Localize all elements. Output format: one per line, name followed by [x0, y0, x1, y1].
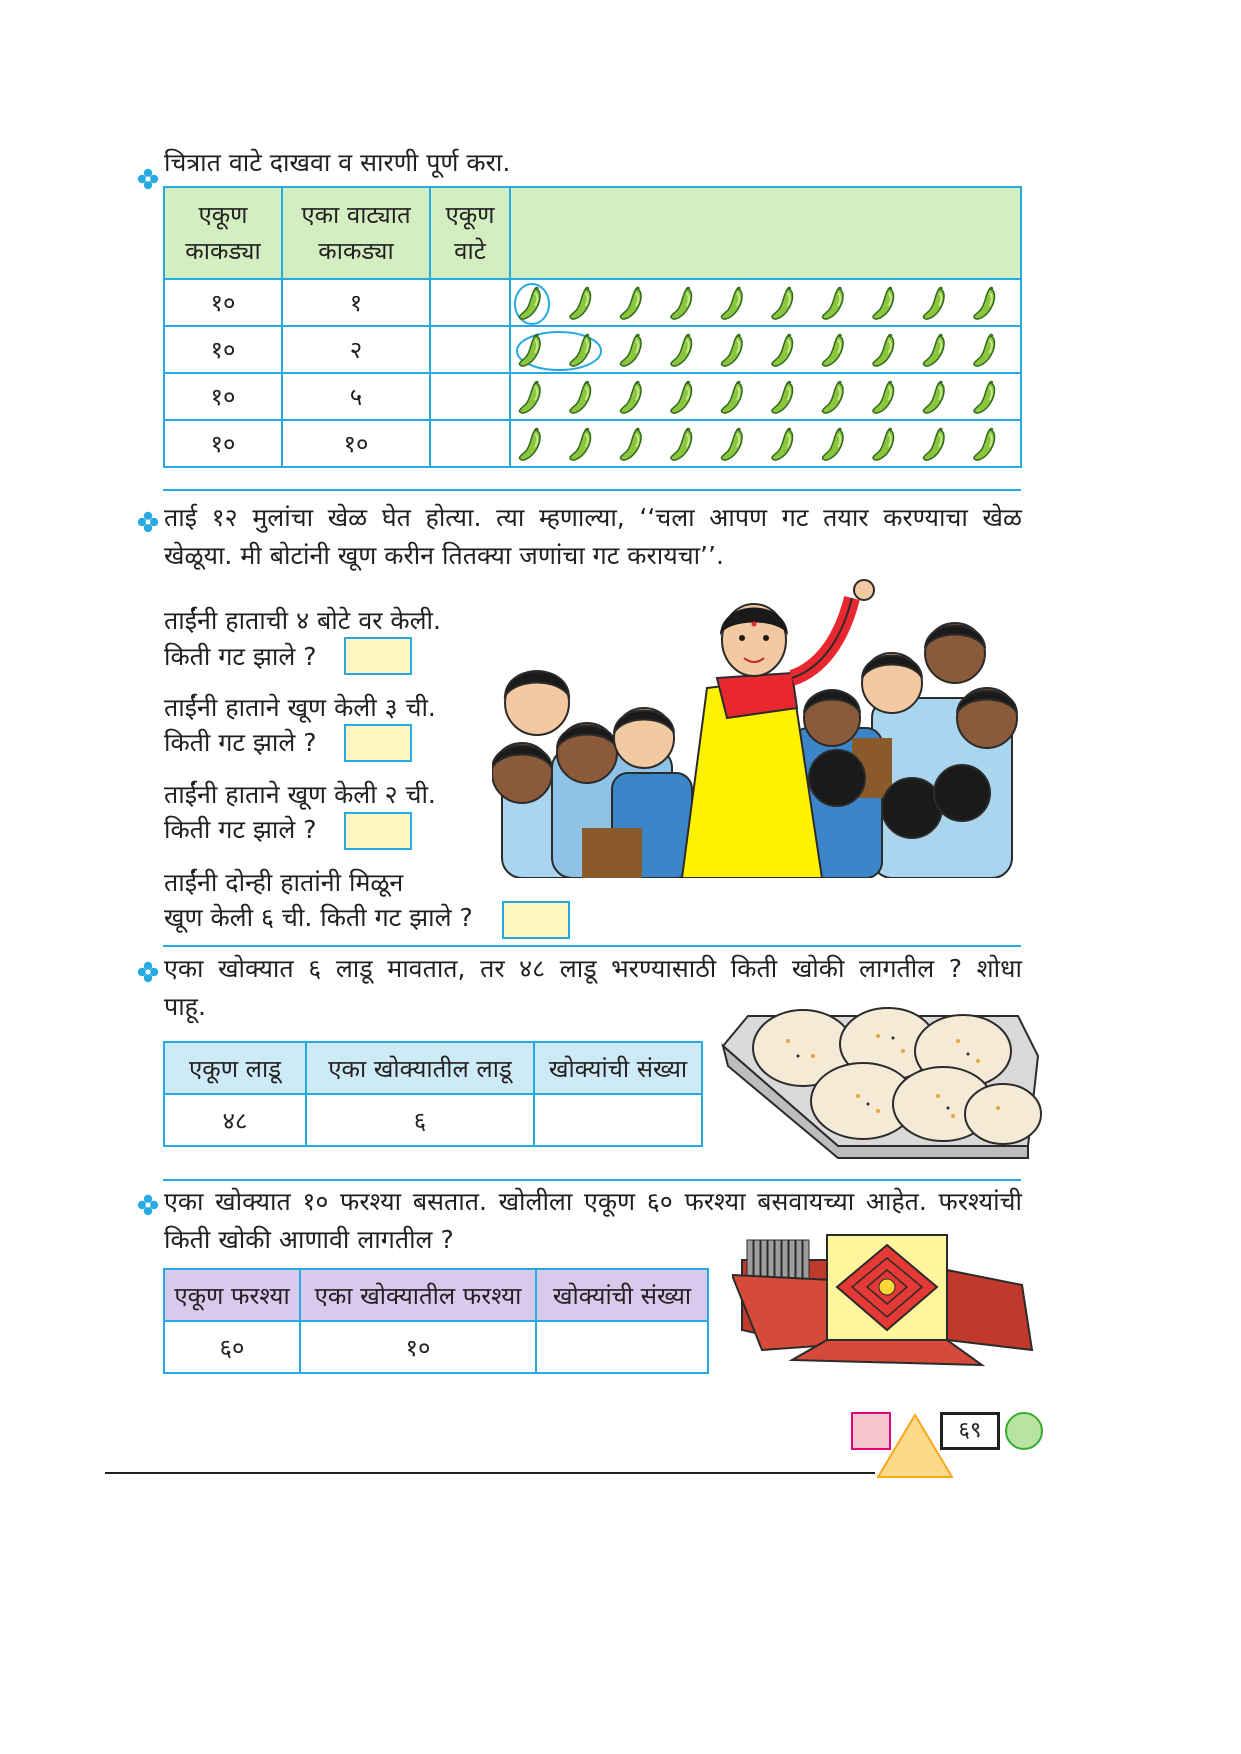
cucumber-icon [570, 335, 591, 366]
cucumber-icon [519, 382, 540, 413]
cucumber-icon [721, 335, 742, 366]
cucumber-icon [974, 382, 995, 413]
cucumber-icon [570, 429, 591, 460]
q2-item2-line2: किती गट झाले ? [164, 728, 317, 757]
cucumber-illustration [508, 279, 1020, 469]
q2-item1-line2: किती गट झाले ? [164, 642, 317, 671]
q2-story-line2: खेळूया. मी बोटांनी खूण करीन तितक्या जणांचा गट करायचा’’. [164, 541, 724, 570]
cucumber-icon [822, 382, 843, 413]
footer-rule [105, 1472, 875, 1474]
teacher-children-illustration [492, 578, 1022, 878]
header-per-share: एका वाट्यात काकड्या [282, 187, 430, 279]
row1-per-share: १ [282, 279, 430, 326]
header-picture-column [510, 187, 1021, 279]
tiles-box-illustration [732, 1230, 1040, 1370]
cucumber-icon [822, 288, 843, 319]
tiles-boxes-answer[interactable] [536, 1321, 708, 1373]
row2-shares-answer[interactable] [430, 326, 510, 373]
q3-question-line2: पाहू. [164, 992, 206, 1021]
cucumber-icon [620, 429, 641, 460]
header-tiles-per-box: एका खोक्यातील फरश्या [300, 1269, 536, 1321]
row1-total: १० [164, 279, 282, 326]
cucumber-icon [721, 382, 742, 413]
laddoo-boxes-answer[interactable] [534, 1094, 702, 1146]
header-number-of-boxes: खोक्यांची संख्या [536, 1269, 708, 1321]
q2-item1-answer-box[interactable] [344, 637, 412, 675]
q2-item4-line2: खूण केली ६ ची. किती गट झाले ? [164, 903, 473, 932]
header-total-shares: एकूण वाटे [430, 187, 510, 279]
q2-item4-answer-box[interactable] [502, 901, 570, 939]
row3-per-share: ५ [282, 373, 430, 420]
cucumber-icon [873, 335, 894, 366]
row1-shares-answer[interactable] [430, 279, 510, 326]
q2-item3-line1: ताईंनी हाताने खूण केली २ ची. [164, 780, 436, 809]
header-total-tiles: एकूण फरश्या [164, 1269, 300, 1321]
cucumber-icon [772, 382, 793, 413]
cucumber-icon [671, 382, 692, 413]
cucumber-icon [620, 382, 641, 413]
header-number-of-boxes: खोक्यांची संख्या [534, 1042, 702, 1094]
bullet-icon [137, 1194, 159, 1216]
q4-question-line2: किती खोकी आणावी लागतील ? [164, 1225, 454, 1254]
row4-total: १० [164, 420, 282, 467]
q3-question-line1: एका खोक्यात ६ लाडू मावतात, तर ४८ लाडू भरण्यासाठी किती खोकी लागतील ? शोधा [164, 954, 1022, 983]
tiles-table [163, 1268, 709, 1374]
row4-shares-answer[interactable] [430, 420, 510, 467]
section-divider [163, 489, 1021, 491]
row2-per-share: २ [282, 326, 430, 373]
cucumber-icon [974, 288, 995, 319]
row2-total: १० [164, 326, 282, 373]
cucumber-icon [519, 429, 540, 460]
cucumber-icon [873, 429, 894, 460]
bullet-icon [137, 511, 159, 533]
cucumber-icon [772, 429, 793, 460]
cucumber-icon [974, 429, 995, 460]
cucumber-icon [671, 288, 692, 319]
row4-per-share: १० [282, 420, 430, 467]
cucumber-icon [519, 335, 540, 366]
cucumber-icon [822, 335, 843, 366]
row3-total: १० [164, 373, 282, 420]
header-total-cucumbers: एकूण काकड्या [164, 187, 282, 279]
green-circle-shape [1005, 1412, 1043, 1450]
q2-item3-answer-box[interactable] [344, 812, 412, 850]
bullet-icon [137, 168, 159, 190]
q2-item1-line1: ताईंनी हाताची ४ बोटे वर केली. [164, 606, 441, 635]
q2-item3-line2: किती गट झाले ? [164, 815, 317, 844]
cucumber-icon [974, 335, 995, 366]
cucumber-icon [671, 429, 692, 460]
q2-item4-line1: ताईंनी दोन्ही हातांनी मिळून [164, 868, 404, 897]
cucumber-icon [519, 288, 540, 319]
cucumber-icon [620, 335, 641, 366]
cucumber-icon [570, 288, 591, 319]
q2-item2-line1: ताईंनी हाताने खूण केली ३ ची. [164, 693, 436, 722]
cucumber-icon [772, 288, 793, 319]
tiles-per-box-value: १० [300, 1321, 536, 1373]
cucumber-icon [923, 429, 944, 460]
cucumber-icon [873, 288, 894, 319]
row3-shares-answer[interactable] [430, 373, 510, 420]
laddoo-table [163, 1041, 703, 1147]
laddoo-total-value: ४८ [164, 1094, 306, 1146]
cucumber-icon [923, 382, 944, 413]
tiles-total-value: ६० [164, 1321, 300, 1373]
cucumber-icon [721, 429, 742, 460]
header-total-laddoos: एकूण लाडू [164, 1042, 306, 1094]
q4-question-line1: एका खोक्यात १० फरश्या बसतात. खोलीला एकूण ६० फरश्या बसवायच्या आहेत. फरश्यांची [164, 1187, 1022, 1216]
cucumber-icon [923, 288, 944, 319]
page-number: ६९ [940, 1412, 1000, 1450]
cucumber-icon [923, 335, 944, 366]
q1-instruction: चित्रात वाटे दाखवा व सारणी पूर्ण करा. [164, 148, 511, 177]
q2-story-line1: ताई १२ मुलांचा खेळ घेत होत्या. त्या म्हणाल्या, ‘‘चला आपण गट तयार करण्याचा खेळ [164, 503, 1022, 532]
bullet-icon [137, 961, 159, 983]
laddoo-per-box-value: ६ [306, 1094, 534, 1146]
section-divider [163, 945, 1021, 947]
cucumber-icon [721, 288, 742, 319]
cucumber-icon [570, 382, 591, 413]
cucumber-icon [671, 335, 692, 366]
q2-item2-answer-box[interactable] [344, 724, 412, 762]
header-laddoos-per-box: एका खोक्यातील लाडू [306, 1042, 534, 1094]
cucumber-icon [822, 429, 843, 460]
cucumber-icon [620, 288, 641, 319]
cucumber-icon [772, 335, 793, 366]
cucumber-icon [873, 382, 894, 413]
laddoo-box-illustration [718, 996, 1048, 1161]
